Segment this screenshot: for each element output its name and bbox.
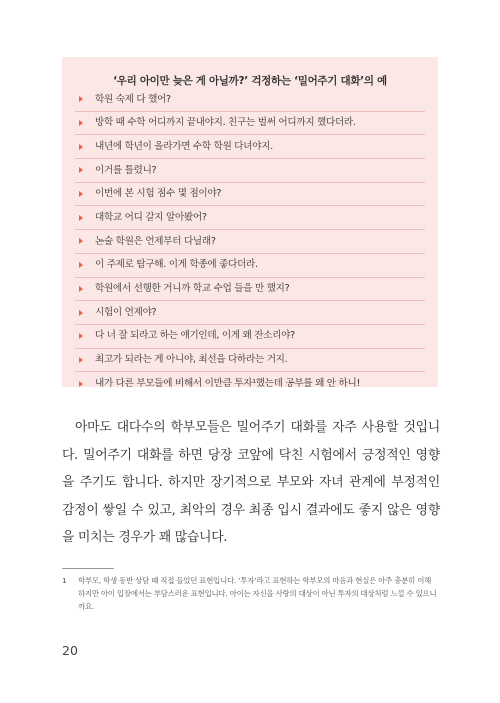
list-item	[75, 348, 425, 372]
list-item	[75, 371, 425, 395]
list-item	[75, 300, 425, 324]
list-item-text: 내가 다른 부모들에 비해서 이만큼 투자¹했는데 공부를 왜 안 하니!	[95, 377, 360, 389]
list-item	[75, 158, 425, 182]
list-item	[75, 277, 425, 301]
list-item-text: 이거를 틀렸니?	[95, 164, 157, 176]
list-item-text: 이번에 본 시험 점수 몇 점이야?	[95, 188, 222, 200]
triangle-bullet-icon	[79, 167, 83, 173]
list-item-text: 최고가 되라는 게 아니야, 최선을 다하라는 거지.	[95, 354, 288, 366]
list-item-text: 내년에 학년이 올라가면 수학 학원 다녀야지.	[95, 140, 273, 152]
triangle-bullet-icon	[79, 381, 83, 387]
list-item	[75, 182, 425, 206]
list-item	[75, 229, 425, 253]
triangle-bullet-icon	[79, 238, 83, 244]
example-list	[75, 88, 425, 395]
list-item-text: 다 너 잘 되라고 하는 얘기인데, 이게 왜 잔소리야?	[95, 330, 295, 342]
footnote-number: 1	[62, 576, 67, 585]
list-item	[75, 111, 425, 135]
footnote-divider	[62, 568, 114, 569]
list-item-text: 논술 학원은 언제부터 다닐래?	[95, 235, 216, 247]
triangle-bullet-icon	[79, 357, 83, 363]
triangle-bullet-icon	[79, 215, 83, 221]
triangle-bullet-icon	[79, 191, 83, 197]
list-item	[75, 88, 425, 111]
example-box	[62, 57, 438, 387]
footnote	[62, 574, 438, 613]
list-item-text: 학원에서 선행한 거니까 학교 수업 들을 만 했지?	[95, 283, 290, 295]
list-item-text: 시험이 언제야?	[95, 306, 157, 318]
triangle-bullet-icon	[79, 286, 83, 292]
body-paragraph: 아마도 대다수의 학부모들은 밀어주기 대화를 자주 사용할 것입니다. 밀어주기 대화를 하면 당장 코앞에 닥친 시험에서 긍정적인 영향을 주기도 합니다. 하지만 장기적으로 부모와 자녀 관계에 부정적인 감정이 쌓일 수 있고, 최악의 경우 최종 입시 결과에도 좋지 않은 영향을 미치는 경우가 꽤 많습니다.	[62, 420, 440, 545]
triangle-bullet-icon	[79, 310, 83, 316]
list-item	[75, 253, 425, 277]
triangle-bullet-icon	[79, 333, 83, 339]
list-item-text: 이 주제로 탐구해. 이게 학종에 좋다더라.	[95, 259, 258, 271]
list-item	[75, 134, 425, 158]
list-item	[75, 205, 425, 229]
list-item-text: 방학 때 수학 어디까지 끝내야지. 친구는 벌써 어디까지 했다더라.	[95, 117, 356, 129]
box-title: ‘우리 아이만 늦은 게 아닐까?’ 걱정하는 ‘밀어주기 대화’의 예	[113, 75, 387, 87]
triangle-bullet-icon	[79, 144, 83, 150]
list-item-text: 학원 숙제 다 했어?	[95, 93, 171, 105]
triangle-bullet-icon	[79, 120, 83, 126]
triangle-bullet-icon	[79, 262, 83, 268]
triangle-bullet-icon	[79, 96, 83, 102]
list-item-text: 대학교 어디 갈지 알아봤어?	[95, 212, 207, 224]
footnote-text: 학부모, 학생 동반 상담 때 직접 들었던 표현입니다. ‘투자’라고 표현하는 학부모의 마음과 현실은 아주 충분히 이해하지만 아이 입장에서는 부담스러운 표현입니다. 아이는 자신을 사랑의 대상이 아닌 투자의 대상처럼 느낄 수 있으니까요.	[78, 576, 437, 611]
page-number: 20	[62, 643, 78, 658]
list-item	[75, 324, 425, 348]
